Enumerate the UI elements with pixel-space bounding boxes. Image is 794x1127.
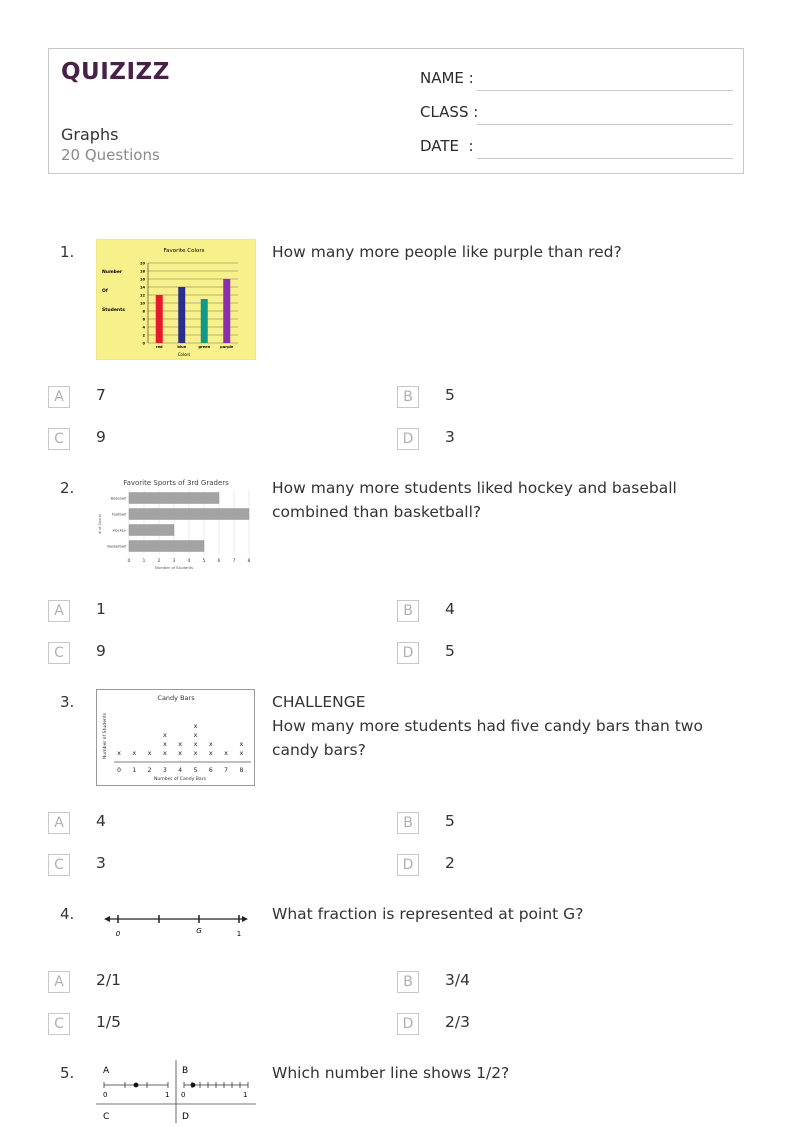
option-text[interactable]: 2 [445, 854, 455, 872]
question-number: 2. [60, 479, 75, 497]
x-tick-label: 2 [147, 767, 152, 774]
bar-green [201, 299, 208, 343]
option-text[interactable]: 7 [96, 386, 106, 404]
option-letter[interactable]: D [397, 854, 419, 876]
x-mark: x [147, 749, 152, 757]
x-mark: x [162, 749, 167, 757]
question-number: 4. [60, 905, 75, 923]
x-tick-label: 0 [117, 767, 121, 774]
panel-label: D [182, 1112, 189, 1122]
x-mark: x [193, 722, 198, 730]
x-tick-label: 4 [187, 559, 191, 564]
worksheet-title: Graphs [61, 125, 119, 144]
question-count: 20 Questions [61, 146, 160, 164]
x-tick-label: 3 [162, 767, 167, 774]
x-tick-label: 8 [247, 559, 251, 564]
y-tick-label: 14 [139, 285, 145, 290]
number-line-point [134, 1083, 139, 1088]
x-tick-label: 7 [224, 767, 229, 774]
x-tick-label: 1 [142, 559, 146, 564]
option-text[interactable]: 2/3 [445, 1013, 470, 1031]
worksheet-header [48, 48, 744, 174]
option-letter[interactable]: B [397, 812, 419, 834]
x-tick-label: 1 [132, 767, 137, 774]
favorite-colors-chart [96, 239, 256, 364]
bar-baseball [129, 493, 219, 504]
option-letter[interactable]: A [48, 971, 70, 993]
x-mark: x [208, 749, 213, 757]
option-letter[interactable]: A [48, 812, 70, 834]
y-axis-label: # of Sports [98, 514, 102, 534]
name-line[interactable] [477, 90, 733, 91]
x-tick-label: 7 [232, 559, 236, 564]
option-letter[interactable]: C [48, 1013, 70, 1035]
question-text: What fraction is represented at point G? [272, 905, 584, 923]
number-line-label: 0 [181, 1091, 186, 1099]
option-letter[interactable]: A [48, 600, 70, 622]
option-text[interactable]: 4 [445, 600, 455, 618]
y-tick-label: 0 [142, 341, 145, 346]
y-tick-label: Hockey [112, 528, 126, 533]
option-text[interactable]: 9 [96, 642, 106, 660]
option-text[interactable]: 4 [96, 812, 106, 830]
x-mark: x [162, 740, 167, 748]
x-mark: x [162, 731, 167, 739]
point-g-label: G [196, 927, 202, 935]
chart-title: Favorite Sports of 3rd Graders [123, 479, 229, 487]
option-text[interactable]: 5 [445, 642, 455, 660]
option-letter[interactable]: B [397, 600, 419, 622]
candy-bars-line-plot [96, 689, 255, 790]
bar-red [156, 295, 163, 343]
x-mark: x [193, 740, 198, 748]
x-tick-label: green [198, 345, 211, 349]
y-tick-label: Basketball [107, 544, 126, 549]
x-tick-label: 6 [208, 767, 213, 774]
option-letter[interactable]: D [397, 1013, 419, 1035]
quizizz-logo: QUIZIZZ [61, 59, 170, 85]
favorite-sports-chart [96, 476, 256, 580]
x-axis-label: Number of Students [154, 565, 194, 570]
y-axis-label: Number of Students [103, 712, 108, 760]
panel-label: B [182, 1066, 189, 1076]
x-mark: x [208, 740, 213, 748]
x-tick-label: purple [220, 345, 234, 349]
option-letter[interactable]: C [48, 854, 70, 876]
bar-hockey [129, 525, 174, 536]
option-letter[interactable]: D [397, 428, 419, 450]
question-text: Which number line shows 1/2? [272, 1064, 510, 1082]
date-line[interactable] [477, 158, 733, 159]
x-axis-label: Number of Candy Bars [153, 777, 207, 782]
bar-football [129, 509, 249, 520]
x-mark: x [239, 740, 244, 748]
option-text[interactable]: 5 [445, 386, 455, 404]
x-mark: x [193, 749, 198, 757]
x-mark: x [117, 749, 121, 757]
date-label: DATE : [420, 137, 474, 155]
question-number: 1. [60, 243, 75, 261]
option-text[interactable]: 9 [96, 428, 106, 446]
y-label-line: Students [102, 308, 125, 313]
x-axis-label: Colors [177, 352, 191, 357]
x-tick-label: 6 [217, 559, 221, 564]
x-tick-label: 5 [193, 767, 198, 774]
x-tick-label: blue [177, 345, 187, 349]
option-text[interactable]: 3 [96, 854, 106, 872]
panel-label: A [103, 1066, 110, 1076]
option-letter[interactable]: C [48, 642, 70, 664]
y-label-line: Of [102, 289, 108, 294]
number-line-label: 0 [115, 930, 121, 938]
x-mark: x [178, 749, 183, 757]
option-letter[interactable]: B [397, 971, 419, 993]
class-label: CLASS : [420, 103, 479, 121]
x-mark: x [132, 749, 137, 757]
chart-title: Candy Bars [157, 694, 195, 702]
number-line-label: 1 [165, 1091, 170, 1099]
option-text[interactable]: 2/1 [96, 971, 121, 989]
question-text: How many more people like purple than red? [272, 243, 622, 261]
y-tick-label: Football [111, 512, 126, 517]
question-text [272, 690, 742, 762]
number-line-point [191, 1083, 196, 1088]
option-letter[interactable]: C [48, 428, 70, 450]
y-tick-label: 2 [142, 333, 145, 338]
bar-blue [178, 287, 185, 343]
y-tick-label: 8 [142, 309, 145, 314]
y-label-line: Number [102, 270, 123, 275]
y-tick-label: 18 [139, 269, 145, 274]
question-number: 3. [60, 693, 75, 711]
x-tick-label: 2 [157, 559, 161, 564]
option-text[interactable]: 3/4 [445, 971, 470, 989]
x-tick-label: 5 [202, 559, 206, 564]
x-tick-label: 4 [178, 767, 183, 774]
bar-purple [223, 279, 230, 343]
number-line-panels [96, 1060, 256, 1127]
challenge-label: CHALLENGE [272, 693, 366, 711]
y-tick-label: 16 [139, 277, 145, 282]
number-line-g [100, 906, 252, 944]
question-text: How many more students liked hockey and baseball combined than basketball? [272, 479, 677, 521]
chart-title: Favorite Colors [163, 248, 205, 254]
class-line[interactable] [477, 124, 733, 125]
y-tick-label: 4 [142, 325, 145, 330]
x-mark: x [239, 749, 244, 757]
x-mark: x [178, 740, 183, 748]
x-mark: x [224, 749, 229, 757]
y-tick-label: 20 [139, 261, 145, 266]
option-text[interactable]: 5 [445, 812, 455, 830]
number-line-label: 1 [236, 930, 242, 938]
panel-label: C [103, 1112, 110, 1122]
name-label: NAME : [420, 69, 474, 87]
question-body: How many more students had five candy bars than two candy bars? [272, 717, 703, 759]
x-tick-label: 3 [172, 559, 176, 564]
x-mark: x [193, 731, 198, 739]
question-number: 5. [60, 1064, 75, 1082]
number-line-label: 1 [243, 1091, 248, 1099]
number-line-label: 0 [103, 1091, 108, 1099]
x-tick-label: red [155, 345, 163, 349]
y-tick-label: 6 [142, 317, 145, 322]
y-tick-label: Baseball [110, 496, 126, 501]
x-tick-label: 0 [127, 559, 131, 564]
option-text[interactable]: 1 [96, 600, 106, 618]
y-tick-label: 12 [139, 293, 145, 298]
option-text[interactable]: 1/5 [96, 1013, 121, 1031]
option-letter[interactable]: B [397, 386, 419, 408]
bar-basketball [129, 541, 204, 552]
x-tick-label: 8 [239, 767, 244, 774]
option-letter[interactable]: A [48, 386, 70, 408]
option-text[interactable]: 3 [445, 428, 455, 446]
y-tick-label: 10 [139, 301, 145, 306]
option-letter[interactable]: D [397, 642, 419, 664]
